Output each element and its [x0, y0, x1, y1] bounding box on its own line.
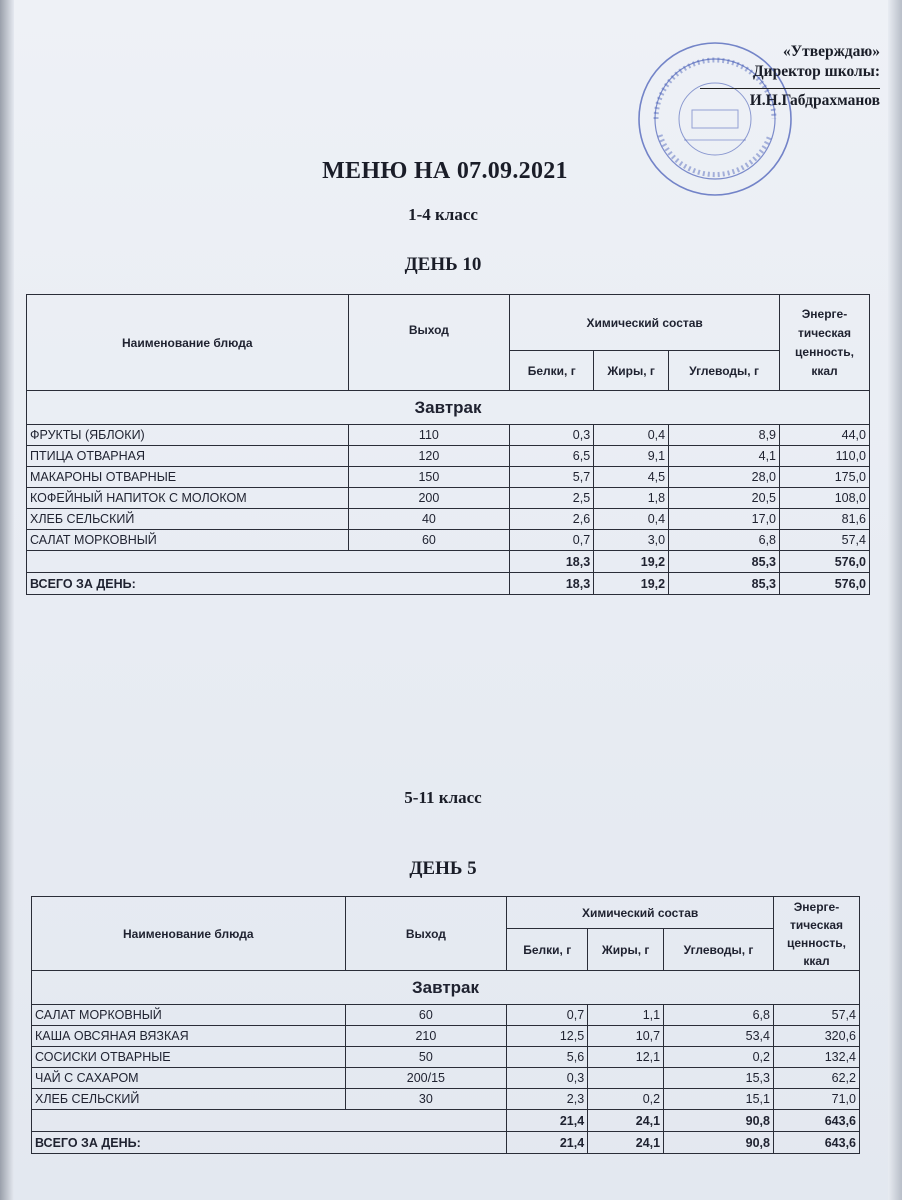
dish-fats: 0,4: [594, 425, 669, 446]
subtotal-fats: 19,2: [594, 551, 669, 573]
dish-proteins: 0,7: [510, 530, 594, 551]
dish-name: КАША ОВСЯНАЯ ВЯЗКАЯ: [32, 1026, 346, 1047]
dish-row: [27, 509, 870, 530]
meal-label: Завтрак: [27, 391, 870, 425]
meal-section-row: [32, 971, 860, 1005]
dish-output: 120: [348, 446, 510, 467]
dish-name: ЧАЙ С САХАРОМ: [32, 1068, 346, 1089]
header-dish-name: Наименование блюда: [32, 897, 346, 971]
dish-carbs: 53,4: [664, 1026, 774, 1047]
total-proteins: 21,4: [507, 1132, 588, 1154]
dish-energy: 71,0: [774, 1089, 860, 1110]
dish-fats: 9,1: [594, 446, 669, 467]
total-row: [32, 1132, 860, 1154]
dish-energy: 110,0: [780, 446, 870, 467]
header-output: Выход: [348, 295, 510, 391]
dish-fats: [588, 1068, 664, 1089]
subtotal-row: [27, 551, 870, 573]
dish-output: 40: [348, 509, 510, 530]
header-carbs: Углеводы, г: [669, 351, 780, 391]
header-carbs: Углеводы, г: [664, 929, 774, 971]
subtotal-blank: [32, 1110, 507, 1132]
dish-row: [27, 530, 870, 551]
dish-proteins: 0,3: [507, 1068, 588, 1089]
dish-output: 200/15: [345, 1068, 507, 1089]
dish-proteins: 2,3: [507, 1089, 588, 1110]
menu-title: МЕНЮ НА 07.09.2021: [322, 158, 568, 184]
dish-proteins: 6,5: [510, 446, 594, 467]
dish-carbs: 8,9: [669, 425, 780, 446]
dish-fats: 0,4: [594, 509, 669, 530]
dish-row: [32, 1068, 860, 1089]
total-fats: 24,1: [588, 1132, 664, 1154]
dish-proteins: 5,7: [510, 467, 594, 488]
dish-fats: 1,8: [594, 488, 669, 509]
header-energy: Энерге-тическая ценность, ккал: [774, 897, 860, 971]
subtotal-proteins: 21,4: [507, 1110, 588, 1132]
dish-row: [32, 1026, 860, 1047]
approve-label: «Утверждаю»: [782, 43, 880, 60]
header-proteins: Белки, г: [510, 351, 594, 391]
dish-name: ХЛЕБ СЕЛЬСКИЙ: [27, 509, 349, 530]
subtotal-blank: [27, 551, 510, 573]
dish-carbs: 15,3: [664, 1068, 774, 1089]
dish-carbs: 20,5: [669, 488, 780, 509]
total-proteins: 18,3: [510, 573, 594, 595]
dish-energy: 108,0: [780, 488, 870, 509]
dish-name: ХЛЕБ СЕЛЬСКИЙ: [32, 1089, 346, 1110]
director-position: Директор школы:: [753, 63, 880, 80]
dish-carbs: 28,0: [669, 467, 780, 488]
dish-proteins: 0,7: [507, 1005, 588, 1026]
dish-output: 110: [348, 425, 510, 446]
subtotal-energy: 643,6: [774, 1110, 860, 1132]
dish-energy: 320,6: [774, 1026, 860, 1047]
dish-energy: 57,4: [774, 1005, 860, 1026]
dish-fats: 4,5: [594, 467, 669, 488]
day-label-1: ДЕНЬ 10: [404, 254, 482, 275]
dish-name: МАКАРОНЫ ОТВАРНЫЕ: [27, 467, 349, 488]
dish-row: [27, 425, 870, 446]
dish-energy: 132,4: [774, 1047, 860, 1068]
dish-carbs: 6,8: [664, 1005, 774, 1026]
total-carbs: 90,8: [664, 1132, 774, 1154]
dish-proteins: 2,5: [510, 488, 594, 509]
meal-label: Завтрак: [32, 971, 860, 1005]
dish-output: 150: [348, 467, 510, 488]
director-name: И.Н.Габдрахманов: [749, 92, 880, 109]
menu-table-2: [31, 896, 860, 1154]
total-label: ВСЕГО ЗА ДЕНЬ:: [32, 1132, 507, 1154]
header-fats: Жиры, г: [588, 929, 664, 971]
dish-output: 60: [345, 1005, 507, 1026]
dish-fats: 12,1: [588, 1047, 664, 1068]
header-chemical: Химический состав: [510, 295, 780, 351]
total-label: ВСЕГО ЗА ДЕНЬ:: [27, 573, 510, 595]
dish-fats: 0,2: [588, 1089, 664, 1110]
dish-output: 60: [348, 530, 510, 551]
dish-proteins: 0,3: [510, 425, 594, 446]
dish-proteins: 12,5: [507, 1026, 588, 1047]
subtotal-energy: 576,0: [780, 551, 870, 573]
total-energy: 643,6: [774, 1132, 860, 1154]
dish-row: [32, 1005, 860, 1026]
dish-carbs: 15,1: [664, 1089, 774, 1110]
dish-output: 200: [348, 488, 510, 509]
dish-name: СОСИСКИ ОТВАРНЫЕ: [32, 1047, 346, 1068]
class-label-1: 1-4 класс: [408, 205, 478, 224]
subtotal-fats: 24,1: [588, 1110, 664, 1132]
dish-carbs: 0,2: [664, 1047, 774, 1068]
menu-table-1: [26, 294, 870, 595]
dish-output: 210: [345, 1026, 507, 1047]
dish-fats: 3,0: [594, 530, 669, 551]
dish-row: [32, 1047, 860, 1068]
dish-name: САЛАТ МОРКОВНЫЙ: [27, 530, 349, 551]
total-energy: 576,0: [780, 573, 870, 595]
class-label-2: 5-11 класс: [404, 788, 482, 807]
dish-carbs: 6,8: [669, 530, 780, 551]
subtotal-carbs: 85,3: [669, 551, 780, 573]
dish-row: [27, 467, 870, 488]
dish-output: 50: [345, 1047, 507, 1068]
header-energy: Энерге-тическая ценность, ккал: [780, 295, 870, 391]
header-proteins: Белки, г: [507, 929, 588, 971]
dish-carbs: 17,0: [669, 509, 780, 530]
approval-block: [660, 42, 880, 111]
dish-carbs: 4,1: [669, 446, 780, 467]
header-dish-name: Наименование блюда: [27, 295, 349, 391]
subtotal-row: [32, 1110, 860, 1132]
dish-row: [27, 488, 870, 509]
day-label-2: ДЕНЬ 5: [409, 858, 477, 879]
dish-name: ФРУКТЫ (ЯБЛОКИ): [27, 425, 349, 446]
dish-name: САЛАТ МОРКОВНЫЙ: [32, 1005, 346, 1026]
dish-output: 30: [345, 1089, 507, 1110]
header-fats: Жиры, г: [594, 351, 669, 391]
dish-fats: 10,7: [588, 1026, 664, 1047]
dish-fats: 1,1: [588, 1005, 664, 1026]
dish-proteins: 5,6: [507, 1047, 588, 1068]
total-carbs: 85,3: [669, 573, 780, 595]
dish-row: [32, 1089, 860, 1110]
dish-energy: 62,2: [774, 1068, 860, 1089]
header-chemical: Химический состав: [507, 897, 774, 929]
signature-line: [700, 88, 880, 89]
total-row: [27, 573, 870, 595]
dish-row: [27, 446, 870, 467]
header-output: Выход: [345, 897, 507, 971]
subtotal-proteins: 18,3: [510, 551, 594, 573]
dish-proteins: 2,6: [510, 509, 594, 530]
dish-name: КОФЕЙНЫЙ НАПИТОК С МОЛОКОМ: [27, 488, 349, 509]
total-fats: 19,2: [594, 573, 669, 595]
dish-energy: 44,0: [780, 425, 870, 446]
dish-energy: 175,0: [780, 467, 870, 488]
subtotal-carbs: 90,8: [664, 1110, 774, 1132]
meal-section-row: [27, 391, 870, 425]
dish-energy: 81,6: [780, 509, 870, 530]
dish-name: ПТИЦА ОТВАРНАЯ: [27, 446, 349, 467]
dish-energy: 57,4: [780, 530, 870, 551]
